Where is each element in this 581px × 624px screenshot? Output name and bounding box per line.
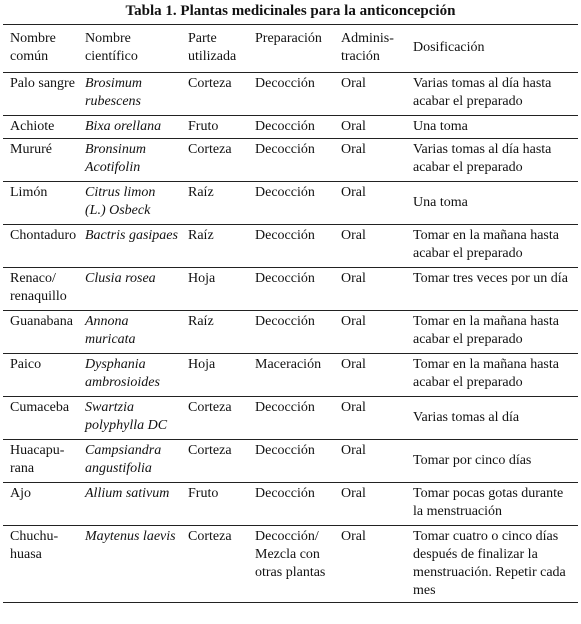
header-scientific-name: Nombre científico xyxy=(85,31,138,64)
cell-administration: Oral xyxy=(341,228,366,243)
cell-dosage: Tomar cuatro o cinco días después de finalizar la menstruación. Repetir cada mes xyxy=(413,529,566,598)
cell-preparation: Decocción xyxy=(255,271,315,286)
cell-dosage: Tomar por cinco días xyxy=(413,453,532,468)
cell-preparation: Decocción xyxy=(255,400,315,415)
cell-common-name: Cumaceba xyxy=(10,400,70,415)
cell-scientific-name: Annona muricata xyxy=(85,314,136,347)
cell-scientific-name: Swartzia polyphylla DC xyxy=(85,400,168,433)
cell-dosage: Tomar en la mañana hasta acabar el preparado xyxy=(413,228,559,261)
cell-part-used: Hoja xyxy=(188,357,216,372)
cell-scientific-name: Citrus limon (L.) Osbeck xyxy=(85,185,156,218)
header-administration: Adminis-tración xyxy=(341,31,394,64)
cell-dosage: Una toma xyxy=(413,119,468,134)
cell-administration: Oral xyxy=(341,142,366,157)
cell-administration: Oral xyxy=(341,357,366,372)
header-dosage: Dosificación xyxy=(413,40,485,55)
cell-preparation: Decocción xyxy=(255,76,315,91)
table-row xyxy=(3,225,578,268)
cell-common-name: Chuchu-huasa xyxy=(10,529,59,562)
cell-common-name: Paico xyxy=(10,357,42,372)
cell-preparation: Decocción xyxy=(255,142,315,157)
table-row xyxy=(3,354,578,397)
cell-dosage: Tomar en la mañana hasta acabar el preparado xyxy=(413,314,559,347)
cell-preparation: Maceración xyxy=(255,357,322,372)
cell-part-used: Corteza xyxy=(188,76,232,91)
cell-part-used: Fruto xyxy=(188,486,219,501)
cell-administration: Oral xyxy=(341,185,366,200)
table-row xyxy=(3,397,578,440)
cell-dosage: Tomar pocas gotas durante la menstruación xyxy=(413,486,564,519)
cell-part-used: Raíz xyxy=(188,314,214,329)
cell-common-name: Ajo xyxy=(10,486,31,501)
table-row xyxy=(3,440,578,483)
cell-part-used: Raíz xyxy=(188,185,214,200)
header-common-name: Nombre común xyxy=(10,31,56,64)
cell-common-name: Renaco/ renaquillo xyxy=(10,271,67,304)
cell-part-used: Fruto xyxy=(188,119,219,134)
cell-preparation: Decocción xyxy=(255,119,315,134)
cell-administration: Oral xyxy=(341,271,366,286)
cell-scientific-name: Clusia rosea xyxy=(85,271,156,286)
table-row xyxy=(3,73,578,116)
cell-scientific-name: Campsiandra angustifolia xyxy=(85,443,162,476)
cell-administration: Oral xyxy=(341,400,366,415)
table-row xyxy=(3,268,578,311)
cell-administration: Oral xyxy=(341,76,366,91)
table-row xyxy=(3,139,578,182)
cell-common-name: Achiote xyxy=(10,119,55,134)
header-row xyxy=(3,25,578,73)
cell-administration: Oral xyxy=(341,119,366,134)
plants-table xyxy=(3,24,578,603)
cell-preparation: Decocción xyxy=(255,314,315,329)
cell-common-name: Mururé xyxy=(10,142,52,157)
cell-scientific-name: Brosimum rubescens xyxy=(85,76,143,109)
cell-administration: Oral xyxy=(341,529,366,544)
cell-preparation: Decocción/ Mezcla con otras plantas xyxy=(255,529,326,580)
cell-administration: Oral xyxy=(341,314,366,329)
table-row xyxy=(3,182,578,225)
table-row xyxy=(3,483,578,526)
cell-preparation: Decocción xyxy=(255,486,315,501)
cell-preparation: Decocción xyxy=(255,228,315,243)
cell-part-used: Corteza xyxy=(188,400,232,415)
cell-scientific-name: Bactris gasipaes xyxy=(85,228,178,243)
cell-scientific-name: Bixa orellana xyxy=(85,119,162,134)
cell-dosage: Una toma xyxy=(413,195,468,210)
cell-part-used: Hoja xyxy=(188,271,216,286)
cell-dosage: Varias tomas al día hasta acabar el preparado xyxy=(413,142,552,175)
cell-common-name: Palo sangre xyxy=(10,76,75,91)
cell-scientific-name: Dysphania ambrosioides xyxy=(85,357,160,390)
header-part-used: Parte utilizada xyxy=(188,31,237,64)
cell-scientific-name: Maytenus laevis xyxy=(85,529,176,544)
header-preparation: Preparación xyxy=(255,31,322,46)
table-row xyxy=(3,526,578,603)
table-row xyxy=(3,311,578,354)
cell-dosage: Varias tomas al día hasta acabar el preparado xyxy=(413,76,552,109)
cell-common-name: Chontaduro xyxy=(10,228,77,243)
cell-scientific-name: Bronsinum Acotifolin xyxy=(85,142,146,175)
cell-dosage: Tomar en la mañana hasta acabar el preparado xyxy=(413,357,559,390)
table-title: Tabla 1. Plantas medicinales para la anticoncepción xyxy=(125,3,456,19)
cell-administration: Oral xyxy=(341,486,366,501)
cell-common-name: Huacapu-rana xyxy=(10,443,65,476)
cell-dosage: Varias tomas al día xyxy=(413,410,520,425)
table-row xyxy=(3,116,578,139)
cell-part-used: Corteza xyxy=(188,443,232,458)
cell-scientific-name: Allium sativum xyxy=(85,486,170,501)
cell-administration: Oral xyxy=(341,443,366,458)
cell-preparation: Decocción xyxy=(255,185,315,200)
cell-part-used: Corteza xyxy=(188,529,232,544)
cell-part-used: Corteza xyxy=(188,142,232,157)
cell-common-name: Limón xyxy=(10,185,48,200)
cell-part-used: Raíz xyxy=(188,228,214,243)
cell-common-name: Guanabana xyxy=(10,314,73,329)
cell-dosage: Tomar tres veces por un día xyxy=(413,271,568,286)
cell-preparation: Decocción xyxy=(255,443,315,458)
